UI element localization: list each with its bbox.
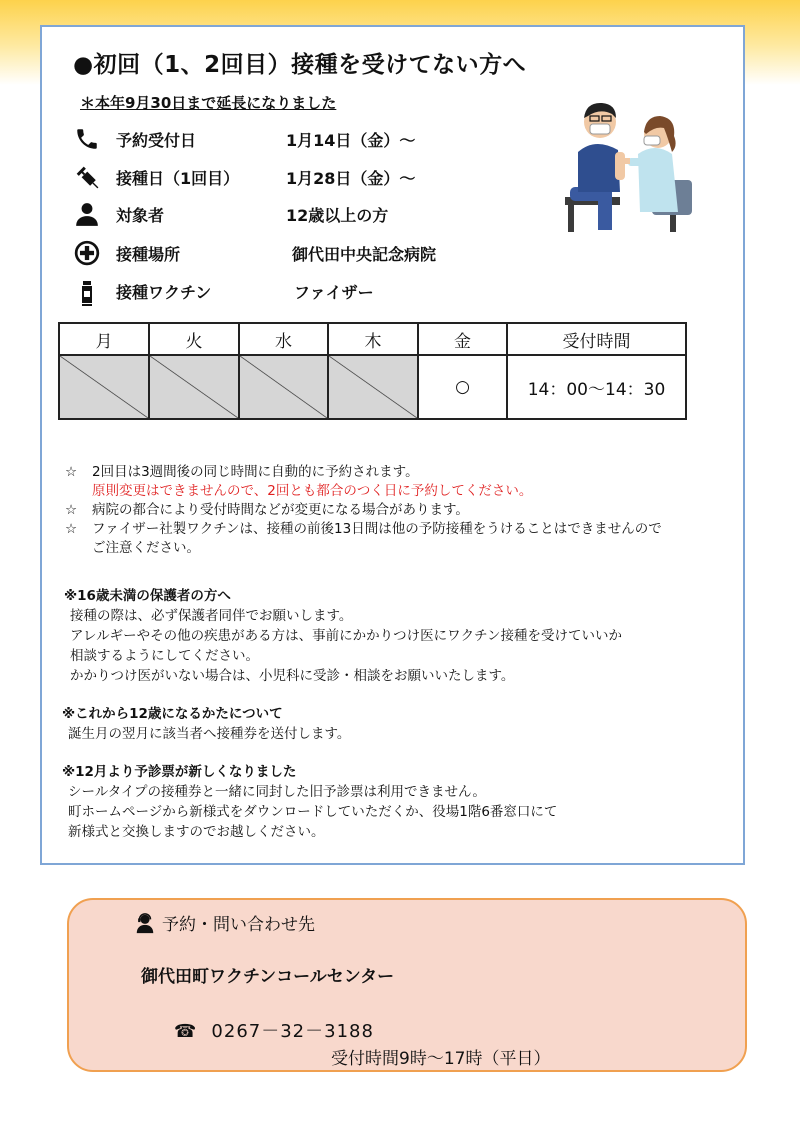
star-icon: ☆ [65, 521, 78, 537]
turning12-section [62, 704, 350, 744]
contact-phone [174, 1017, 374, 1043]
note-warning-text: 原則変更はできませんので、2回とも都合のつく日に予約してください。 [92, 483, 533, 499]
call-center-name: 御代田町ワクチンコールセンター [141, 967, 395, 987]
note-item [65, 501, 662, 520]
day-header-wed: 水 [239, 323, 328, 355]
open-cell-fri: ○ [418, 355, 507, 419]
section-line: かかりつけ医がいない場合は、小児科に受診・相談をお願いいたします。 [70, 668, 515, 684]
time-cell: 14：00〜14：30 [507, 355, 686, 419]
vial-icon [74, 278, 102, 306]
closed-cell-thu [328, 355, 418, 419]
info-value: ファイザー [294, 283, 374, 302]
closed-cell-mon [59, 355, 149, 419]
day-header-thu: 木 [328, 323, 418, 355]
schedule-table [58, 322, 687, 420]
operator-icon [134, 912, 156, 939]
section-line: 誕生月の翌月に該当者へ接種券を送付します。 [68, 726, 351, 742]
contact-heading [134, 910, 315, 939]
phone-icon [74, 126, 102, 154]
note-text: ファイザー社製ワクチンは、接種の前後13日間は他の予防接種をうけることはできませんので [92, 521, 662, 537]
info-value: 1月14日（金）〜 [286, 131, 416, 150]
time-header: 受付時間 [507, 323, 686, 355]
star-icon: ☆ [65, 502, 78, 518]
telephone-icon: ☎ [174, 1021, 198, 1042]
note-item [65, 520, 662, 558]
phone-number: 0267－32－3188 [211, 1021, 374, 1042]
info-label: 接種場所 [116, 245, 181, 264]
contact-heading-text: 予約・問い合わせ先 [162, 915, 315, 935]
info-label: 接種日（1回目） [116, 169, 240, 188]
section-line: アレルギーやその他の疾患がある方は、事前にかかりつけ医にワクチン接種を受けていいか [70, 628, 622, 644]
star-icon: ☆ [65, 464, 78, 480]
section-line: シールタイプの接種券と一緒に同封した旧予診票は利用できません。 [68, 784, 486, 800]
day-header-fri: 金 [418, 323, 507, 355]
person-icon [74, 201, 102, 229]
new-form-section [62, 762, 557, 842]
contact-hours: 受付時間9時〜17時（平日） [331, 1049, 551, 1069]
section-title: ※16歳未満の保護者の方へ [64, 588, 231, 604]
section-line: 町ホームページから新様式をダウンロードしていただくか、役場1階6番窓口にて [68, 804, 558, 820]
info-label: 接種ワクチン [116, 283, 212, 302]
info-value: 1月28日（金）〜 [286, 169, 416, 188]
section-title: ※12月より予診票が新しくなりました [62, 764, 297, 780]
info-label: 対象者 [116, 206, 165, 225]
under16-section [64, 586, 622, 686]
note-text: 病院の都合により受付時間などが変更になる場合があります。 [92, 502, 469, 518]
section-title: ※これから12歳になるかたについて [62, 706, 283, 722]
section-line: 新様式と交換しますのでお越しください。 [68, 824, 325, 840]
notes-list [65, 463, 662, 558]
vaccination-illustration [560, 92, 700, 232]
closed-cell-tue [149, 355, 239, 419]
contact-box [67, 898, 747, 1072]
note-text: 2回目は3週間後の同じ時間に自動的に予約されます。 [92, 464, 419, 480]
day-header-mon: 月 [59, 323, 149, 355]
medical-cross-icon [74, 240, 102, 268]
section-line: 接種の際は、必ず保護者同伴でお願いします。 [70, 608, 353, 624]
note-item [65, 463, 662, 501]
syringe-icon [74, 164, 102, 192]
extension-notice: ＊本年9月30日まで延長になりました [80, 94, 337, 112]
day-header-tue: 火 [149, 323, 239, 355]
section-line: 相談するようにしてください。 [70, 648, 259, 664]
info-value: 12歳以上の方 [286, 206, 389, 225]
closed-cell-wed [239, 355, 328, 419]
info-label: 予約受付日 [116, 131, 197, 150]
info-value: 御代田中央記念病院 [292, 245, 437, 264]
page-title: ●初回（1、2回目）接種を受けてない方へ [73, 52, 527, 78]
note-text: ご注意ください。 [92, 540, 200, 556]
